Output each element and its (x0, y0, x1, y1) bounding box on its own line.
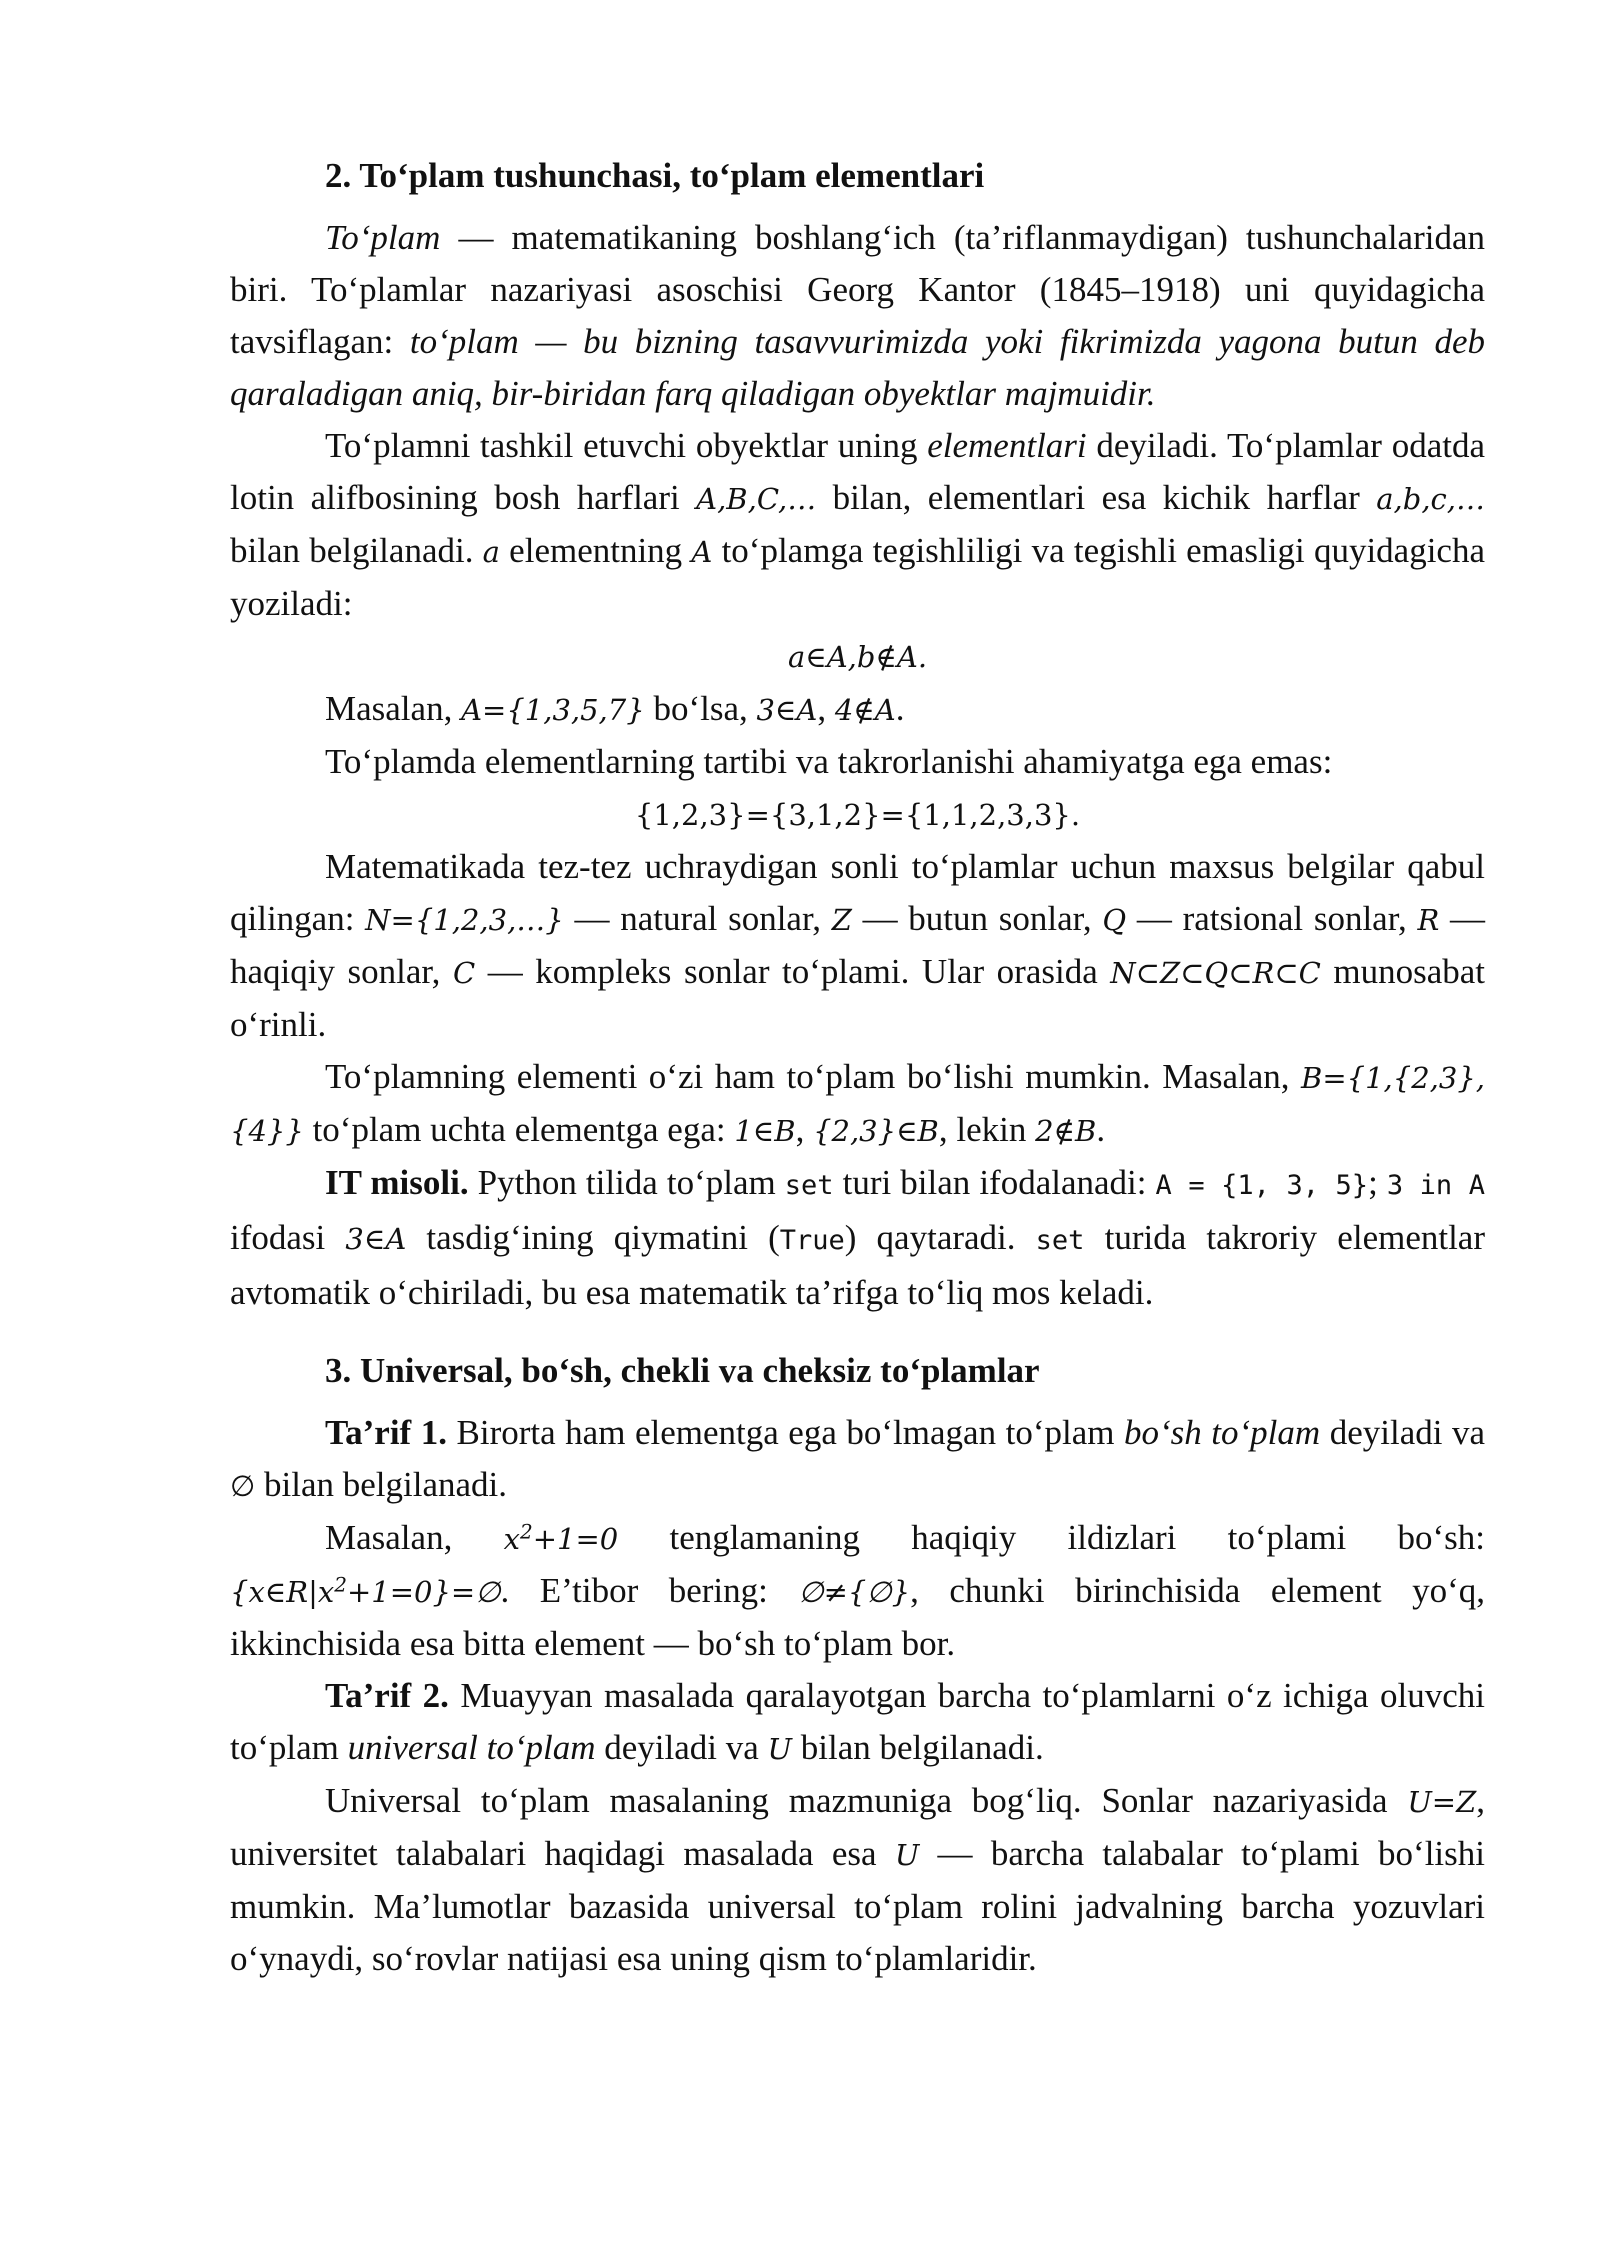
term-universal-set: universal to‘plam (347, 1728, 596, 1767)
section-2-heading: 2. To‘plam tushunchasi, to‘plam elementlari (325, 156, 985, 195)
paragraph-definition-set: To‘plam — matematikaning boshlang‘ich (ta’riflanmaydigan) tushunchalaridan biri. To‘plamlar nazariyasi asoschisi Georg Kantor (1845–1918) uni quyidagicha tavsiflagan: to‘plam — bu bizning tasavvurimizda yoki fikrimizda yagona butun deb qaraladigan aniq, bir-biridan farq qiladigan obyektlar majmuidir. (230, 218, 1486, 413)
term-empty-set: bo‘sh to‘plam (1124, 1413, 1321, 1452)
paragraph-elements: To‘plamni tashkil etuvchi obyektlar uning elementlari deyiladi. To‘plamlar odatda lotin alifbosining bosh harflari A,B,C,… bilan, elementlari esa kichik harflar a,b,c,… bilan belgilanadi. a elementning A to‘plamga tegishliligi va tegishli emasligi quyidagicha yoziladi: (230, 426, 1485, 623)
paragraph-empty-example: Masalan, $x^2+1=0$ tenglamaning haqiqiy ildizlari to‘plami bo‘sh: $\{x\in R|x^2+1=0\}=\emptyset$. E’tibor bering: ∅≠{∅}, chunki birinchisida element yo‘q, ikkinchisida esa bitta element — bo‘sh to‘plam bor. (230, 1518, 1485, 1663)
kantor-quote: to‘plam — bu bizning tasavvurimizda yoki fikrimizda yagona butun deb qaraladigan aniq, bir-biridan farq qiladigan obyektlar majmuidir. (230, 322, 1486, 413)
math-small-letters: a,b,c,… (1376, 482, 1485, 516)
paragraph-example-a: Masalan, A={1,3,5,7} bo‘lsa, 3∈A, 4∉A. (325, 689, 905, 728)
paragraph-it-example: IT misoli. Python tilida to‘plam set turi bilan ifodalanadi: A = {1, 3, 5}; 3 in A ifodasi 3∈A tasdig‘ining qiymatini (True) qaytaradi. set turida takroriy elementlar avtomatik o‘chiriladi, bu esa matematik ta’rifga to‘liq mos keladi. (230, 1163, 1485, 1312)
section-3-heading: 3. Universal, bo‘sh, chekli va cheksiz to‘plamlar (325, 1351, 1040, 1390)
paragraph-order: To‘plamda elementlarning tartibi va takrorlanishi ahamiyatga ega emas: (325, 742, 1333, 781)
formula-membership: a∈A,b∉A. (787, 640, 928, 674)
definition-2-label: Ta’rif 2. (325, 1676, 449, 1715)
definition-1-label: Ta’rif 1. (325, 1413, 447, 1452)
page-content (230, 150, 1485, 1985)
it-example-label: IT misoli. (325, 1163, 469, 1202)
paragraph-definition-2: Ta’rif 2. Muayyan masalada qaralayotgan barcha to‘plamlarni o‘z ichiga oluvchi to‘plam universal to‘plam deyiladi va U bilan belgilanadi. (230, 1676, 1485, 1767)
term-toplam: To‘plam (325, 218, 441, 257)
math-capital-letters: A,B,C,… (696, 482, 817, 516)
paragraph-nested-sets: To‘plamning elementi o‘zi ham to‘plam bo‘lishi mumkin. Masalan, B={1,{2,3},{4}} to‘plam uchta elementga ega: 1∈B, {2,3}∈B, lekin 2∉B. (230, 1057, 1485, 1149)
paragraph-definition-1: Ta’rif 1. Birorta ham elementga ega bo‘lmagan to‘plam bo‘sh to‘plam deyiladi va ∅ bilan belgilanadi. (230, 1413, 1486, 1504)
term-elementlari: elementlari (927, 426, 1087, 465)
paragraph-number-sets: Matematikada tez-tez uchraydigan sonli to‘plamlar uchun maxsus belgilar qabul qilingan: N={1,2,3,…} — natural sonlar, Z — butun sonlar, Q — ratsional sonlar, R — haqiqiy sonlar, C — kompleks sonlar to‘plami. Ular orasida N⊂Z⊂Q⊂R⊂C munosabat o‘rinli. (230, 847, 1486, 1044)
paragraph-universal-context: Universal to‘plam masalaning mazmuniga bog‘liq. Sonlar nazariyasida U=Z, universitet talabalari haqidagi masalada esa U — barcha talabalar to‘plami bo‘lishi mumkin. Ma’lumotlar bazasida universal to‘plam rolini jadvalning barcha yozuvlari o‘ynaydi, so‘rovlar natijasi esa uning qism to‘plamlaridir. (230, 1781, 1485, 1978)
formula-order: {1,2,3}={3,1,2}={1,1,2,3,3}. (634, 798, 1081, 832)
